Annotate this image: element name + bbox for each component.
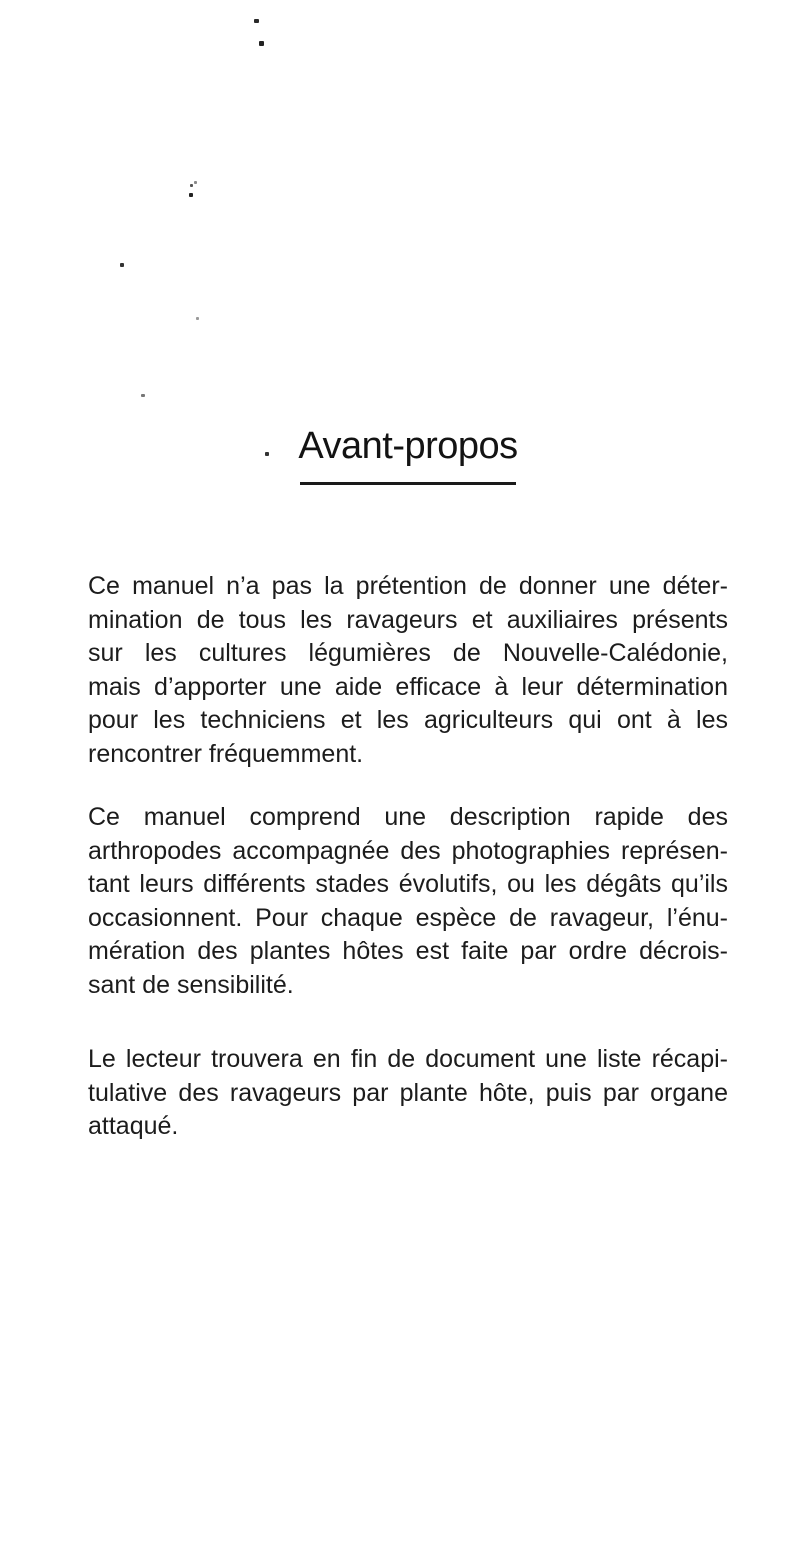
text-line: attaqué. [88, 1112, 179, 1140]
title-block [88, 424, 728, 485]
paragraph-3 [88, 1043, 728, 1144]
text-line: mération des plantes hôtes est faite par ordre décrois- [88, 937, 728, 965]
text-line: tant leurs différents stades évolutifs, ou les dégâts qu’ils [88, 870, 728, 898]
text-line: tulative des ravageurs par plante hôte, puis par organe [88, 1078, 728, 1107]
page-title: Avant-propos [298, 425, 518, 467]
scan-speck [189, 193, 193, 197]
scan-speck [120, 263, 124, 267]
text-line: sant de sensibilité. [88, 970, 294, 999]
body-text [88, 570, 728, 1144]
text-line: occasionnent. Pour chaque espèce de ravageur, l’énu- [88, 903, 728, 932]
text-line: sur les cultures légumières de Nouvelle-Calédonie, [88, 639, 728, 667]
scan-speck [190, 184, 193, 187]
paragraph-2 [88, 801, 728, 1002]
scan-speck [254, 19, 259, 23]
scan-speck [196, 317, 199, 320]
text-line: pour les techniciens et les agriculteurs qui ont à les [88, 706, 728, 734]
text-line: mination de tous les ravageurs et auxiliaires présents [88, 605, 728, 634]
text-line: mais d’apporter une aide efficace à leur détermination [88, 672, 728, 701]
text-line: Le lecteur trouvera en fin de document une liste récapi- [88, 1045, 728, 1073]
title-underline-rule [300, 482, 516, 485]
scan-speck [194, 181, 197, 184]
scan-speck [259, 41, 264, 46]
paragraph-1 [88, 570, 728, 771]
text-line: Ce manuel comprend une description rapide des [88, 803, 728, 831]
text-line: arthropodes accompagnée des photographies représen- [88, 836, 728, 865]
text-line: rencontrer fréquemment. [88, 739, 364, 768]
text-line: Ce manuel n’a pas la prétention de donner une déter- [88, 572, 728, 600]
scan-speck [141, 394, 145, 397]
